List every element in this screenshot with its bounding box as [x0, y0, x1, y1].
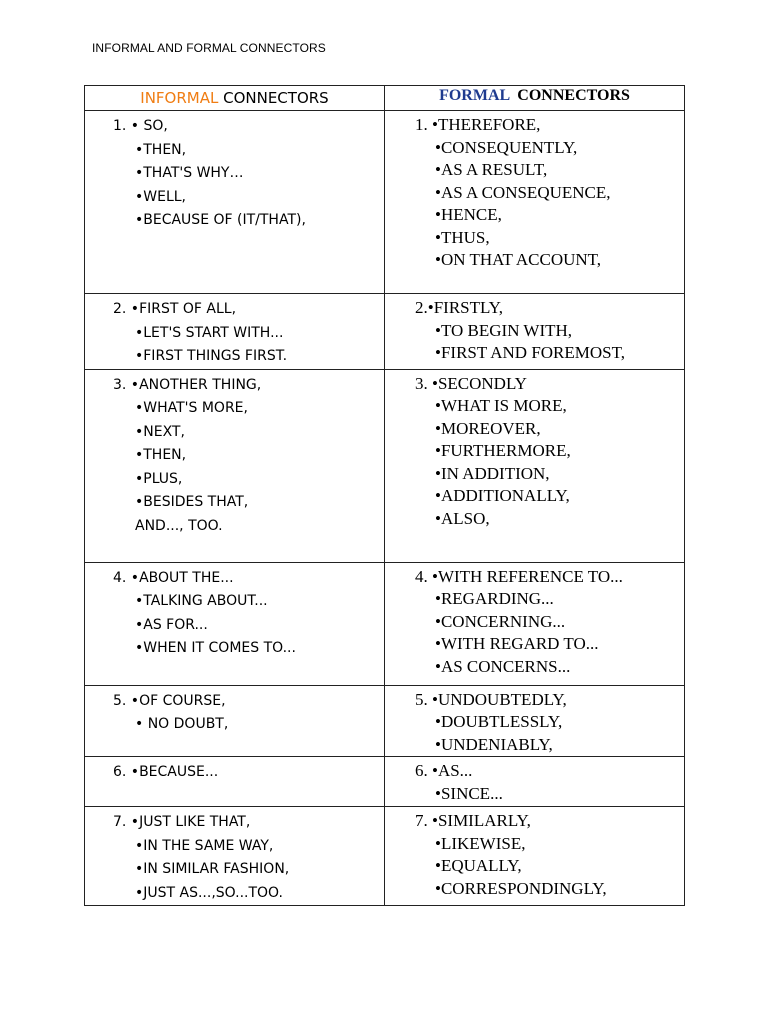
table-body	[85, 111, 685, 906]
informal-connector: 5. •OF COURSE,	[113, 692, 226, 709]
table-header-row	[85, 86, 685, 111]
formal-connector: •AS A CONSEQUENCE,	[435, 182, 611, 202]
table-row	[85, 685, 685, 757]
formal-connector: •EQUALLY,	[435, 856, 522, 875]
informal-connector: 2. •FIRST OF ALL,	[113, 301, 237, 317]
informal-cell	[85, 807, 385, 906]
informal-connector: •LET'S START WITH...	[135, 324, 284, 341]
formal-cell	[385, 807, 685, 906]
informal-header-accent: INFORMAL	[140, 89, 219, 107]
table-row	[85, 294, 685, 370]
formal-connector: •LIKEWISE,	[435, 833, 526, 853]
table-row	[85, 111, 685, 294]
document-title: INFORMAL AND FORMAL CONNECTORS	[92, 41, 326, 55]
informal-connector: •THAT'S WHY…	[135, 165, 244, 181]
formal-connector: •AS CONCERNS...	[435, 656, 571, 676]
formal-connector: •SINCE...	[435, 783, 503, 803]
table-row	[85, 369, 685, 562]
formal-header	[385, 86, 685, 111]
formal-connector: 2.•FIRSTLY,	[415, 298, 504, 317]
informal-connector: •THEN,	[135, 141, 187, 158]
informal-cell	[85, 294, 385, 370]
informal-connector: •AS FOR...	[135, 616, 208, 633]
formal-connector: •HENCE,	[435, 205, 502, 224]
table-row	[85, 757, 685, 807]
formal-connector: •MOREOVER,	[435, 418, 541, 438]
table-row	[85, 562, 685, 685]
formal-connector: •ADDITIONALLY,	[435, 486, 570, 505]
informal-cell	[85, 369, 385, 562]
formal-header-accent: FORMAL	[439, 87, 510, 104]
informal-connector: • NO DOUBT,	[135, 716, 229, 732]
informal-connector: 3. •ANOTHER THING,	[113, 376, 262, 393]
formal-connector: •DOUBTLESSLY,	[435, 712, 563, 731]
informal-connector: AND..., TOO.	[135, 517, 223, 534]
formal-connector: •REGARDING...	[435, 589, 554, 608]
formal-cell	[385, 757, 685, 807]
formal-connector: •AS A RESULT,	[435, 160, 548, 179]
informal-connector: •JUST AS...,SO...TOO.	[135, 884, 283, 901]
formal-connector: 7. •SIMILARLY,	[415, 811, 531, 830]
informal-header-rest: CONNECTORS	[218, 89, 329, 107]
informal-connector: 4. •ABOUT THE...	[113, 569, 234, 586]
informal-connector: •IN THE SAME WAY,	[135, 837, 274, 854]
formal-connector: 5. •UNDOUBTEDLY,	[415, 689, 567, 709]
informal-connector: •TALKING ABOUT...	[135, 593, 268, 609]
formal-connector: •TO BEGIN WITH,	[435, 320, 573, 340]
informal-cell	[85, 685, 385, 757]
formal-connector: 3. •SECONDLY	[415, 373, 527, 393]
informal-cell	[85, 562, 385, 685]
formal-connector: •ALSO,	[435, 508, 490, 528]
informal-cell	[85, 757, 385, 807]
formal-cell	[385, 294, 685, 370]
formal-connector: •THUS,	[435, 227, 490, 247]
formal-connector: 4. •WITH REFERENCE TO...	[415, 566, 623, 586]
informal-connector: •WELL,	[135, 188, 186, 205]
informal-connector: •WHEN IT COMES TO...	[135, 640, 296, 656]
informal-connector: •BECAUSE OF (IT/THAT),	[135, 212, 306, 228]
formal-cell	[385, 562, 685, 685]
formal-connector: •CONCERNING...	[435, 611, 566, 631]
informal-connector: 6. •BECAUSE...	[113, 764, 219, 780]
formal-connector: •UNDENIABLY,	[435, 734, 553, 754]
informal-connector: •THEN,	[135, 447, 187, 463]
formal-connector: •IN ADDITION,	[435, 463, 550, 483]
formal-connector: •FURTHERMORE,	[435, 441, 571, 460]
formal-cell	[385, 369, 685, 562]
formal-connector: •FIRST AND FOREMOST,	[435, 343, 626, 362]
formal-connector: •ON THAT ACCOUNT,	[435, 250, 602, 269]
formal-cell	[385, 685, 685, 757]
formal-cell	[385, 111, 685, 294]
formal-connector: 6. •AS...	[415, 761, 473, 780]
connectors-table	[84, 85, 685, 906]
formal-connector: 1. •THEREFORE,	[415, 115, 541, 134]
formal-connector: •WITH REGARD TO...	[435, 634, 599, 653]
informal-connector: •PLUS,	[135, 470, 183, 487]
informal-connector: •BESIDES THAT,	[135, 494, 249, 510]
table-row	[85, 807, 685, 906]
informal-connector: 7. •JUST LIKE THAT,	[113, 814, 251, 830]
informal-cell	[85, 111, 385, 294]
formal-header-rest: CONNECTORS	[509, 87, 630, 104]
informal-connector: •FIRST THINGS FIRST.	[135, 348, 288, 364]
formal-connector: •CONSEQUENTLY,	[435, 137, 578, 157]
informal-connector: •NEXT,	[135, 423, 185, 440]
informal-connector: •IN SIMILAR FASHION,	[135, 861, 290, 877]
formal-connector: •CORRESPONDINGLY,	[435, 878, 607, 898]
formal-connector: •WHAT IS MORE,	[435, 396, 567, 415]
informal-header	[85, 86, 385, 111]
informal-connector: •WHAT'S MORE,	[135, 400, 248, 416]
informal-connector: 1. • SO,	[113, 118, 168, 134]
